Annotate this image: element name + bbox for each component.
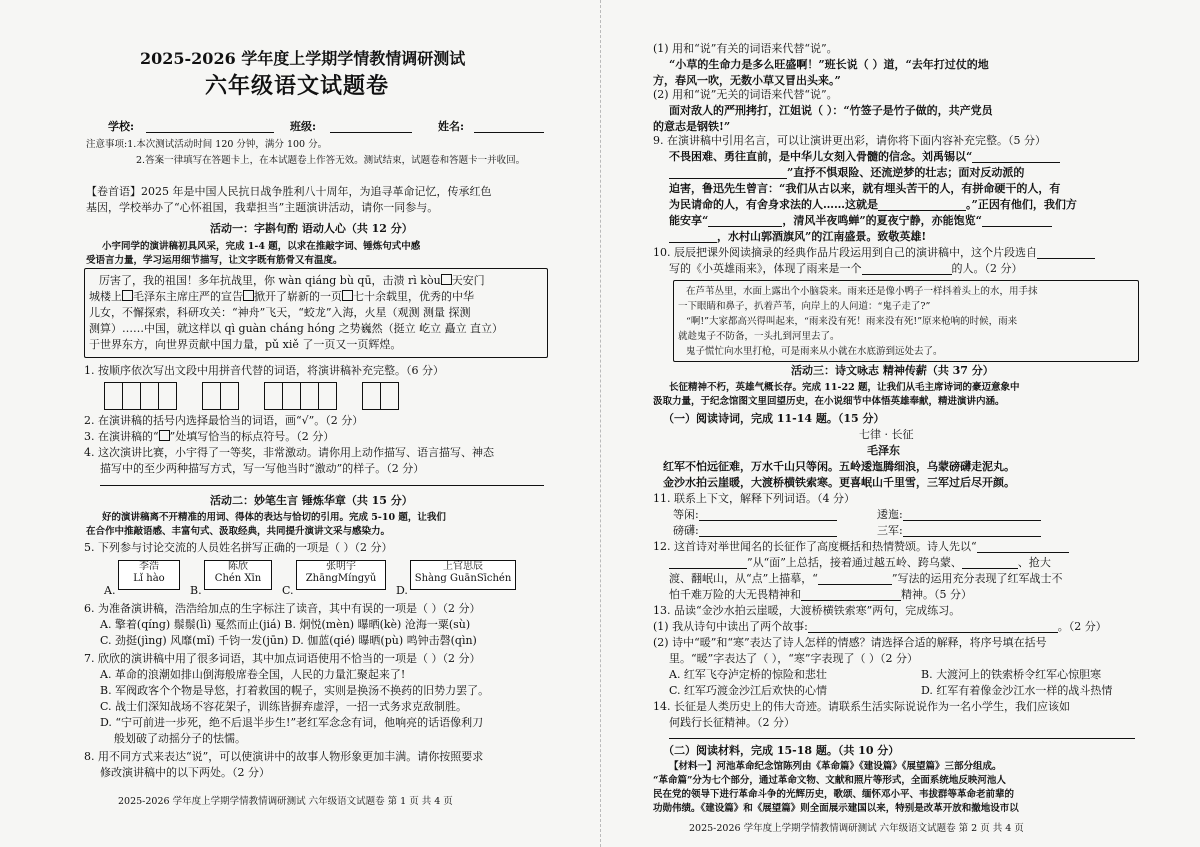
- excerpt-box: [673, 280, 1139, 362]
- note-1: 注意事项:1.本次测试活动时间 120 分钟，满分 100 分。: [86, 139, 328, 150]
- answer-box[interactable]: [104, 382, 123, 410]
- answer-line[interactable]: [669, 738, 1135, 739]
- q8-1-text-2: 方，春风一吹，无数小草又冒出头来。”: [653, 74, 841, 87]
- activity-2-heading: 活动二：妙笔生言 锤炼华章（共 15 分）: [210, 494, 413, 507]
- q9-text-g: ，清风半夜鸣蝉”的夏夜宁静，亦能饱览“: [782, 214, 982, 227]
- exam-page-2: [600, 0, 1200, 847]
- answer-box[interactable]: [122, 382, 141, 410]
- speech-passage: [84, 268, 548, 358]
- passage-line-4: 测算）……中国，就这样以 qì guàn cháng hóng 之势巍然（挺立 屹立 矗立 直立）: [89, 322, 504, 335]
- q12-text-e: ”写法的运用充分表现了红军战士不: [891, 572, 1063, 585]
- intro-line-2: 基因，学校举办了“心怀祖国，我辈担当”主题演讲活动，请你一同参与。: [86, 201, 439, 214]
- exam-title: 2025-2026 学年度上学期学情教情调研测试: [140, 49, 466, 68]
- name-card-c[interactable]: [296, 560, 386, 590]
- name-card-d[interactable]: [410, 560, 516, 590]
- question-6-options-ab: A. 擎着(qíng) 鬃鬃(lì) 戛然而止(jiá) B. 炯悦(mèn) 曝晒(kè) 沧海一粟(sù): [100, 618, 471, 631]
- excerpt-line-5: 鬼子慌忙向水里打枪，可是雨来从小就在水底游到远处去了。: [686, 346, 943, 357]
- passage-line-2: 城楼上: [89, 290, 122, 303]
- answer-box[interactable]: [140, 382, 159, 410]
- word-3-answer[interactable]: [699, 524, 837, 537]
- name-card-a[interactable]: [118, 560, 180, 590]
- card-pinyin: Lǐ hào: [133, 573, 165, 584]
- q9-blank-3[interactable]: [878, 198, 966, 211]
- activity-3-instr-2: 汲取力量，于纪念馆图文里回望历史，在小说细节中体悟英雄奉献，精进演讲内涵。: [653, 396, 1005, 407]
- name-card-b[interactable]: [204, 560, 272, 590]
- answer-box[interactable]: [220, 382, 239, 410]
- q13-1-text: (1) 我从诗句中读出了两个故事:: [653, 620, 808, 633]
- answer-box[interactable]: [158, 382, 177, 410]
- activity-2-instr-1: 好的演讲稿离不开精准的用词、得体的表达与恰切的引用。完成 5-10 题，让我们: [102, 512, 446, 523]
- option-a-label: A.: [104, 584, 116, 597]
- q12-blank-4[interactable]: [818, 572, 892, 585]
- activity-2-instr-2: 在合作中推敲语感、丰富句式、汲取经典，共同提升演讲文采与感染力。: [86, 526, 391, 537]
- passage-line-2b: 毛泽东主席庄严的宣告: [133, 290, 243, 303]
- answer-box[interactable]: [282, 382, 301, 410]
- question-7-option-c: C. 战士们深知战场不容花架子，训练皆摒弃虚浮，一招一式务求克敌制胜。: [100, 700, 468, 713]
- material-1-line-1: 【材料一】河池革命纪念馆陈列由《革命篇》《建设篇》《展望篇》三部分组成。: [669, 761, 1002, 772]
- q13-1-text-b: 。（2 分）: [1057, 620, 1107, 633]
- q9-text-h: ，水村山郭酒旗风”的江南盛景。致敬英雄!: [717, 230, 927, 243]
- material-1-line-4: 功勋伟绩。《建设篇》和《展望篇》则全面展示建国以来，特别是改革开放和撤地设市以: [653, 803, 1019, 814]
- question-8-line-2: 修改演讲稿中的以下两处。（2 分）: [100, 766, 270, 779]
- q13-2-line-1: (2) 诗中“暖”和“寒”表达了诗人怎样的情感？请选择合适的解释，将序号填在括号: [653, 636, 1047, 649]
- exam-subtitle: 六年级语文试题卷: [205, 73, 390, 99]
- answer-box[interactable]: [362, 382, 381, 410]
- answer-box[interactable]: [318, 382, 337, 410]
- q12-blank-5[interactable]: [801, 588, 901, 601]
- q9-blank-5[interactable]: [982, 214, 1052, 227]
- q9-text-c: 迫害，鲁迅先生曾言：“我们从古以来，就有埋头苦干的人，有拼命硬干的人，有: [669, 182, 1061, 195]
- question-7-option-d: D. “宁可前进一步死，绝不后退半步生!”老红军念念有词，他响亮的话语像利刀: [100, 716, 484, 729]
- passage-line-1: 厉害了，我的祖国！多年抗战里，你 wàn qiáng bù qū，击溃 rì kòu: [99, 274, 441, 287]
- question-3-text: 3. 在演讲稿的“: [84, 430, 159, 443]
- question-6: 6. 为准备演讲稿，浩浩给加点的生字标注了读音，其中有误的一项是（ ）（2 分）: [84, 602, 481, 615]
- q12-text-f: 怕千难万险的大无畏精神和: [669, 588, 801, 601]
- poem-title: 七律 · 长征: [859, 428, 914, 441]
- blank-square[interactable]: [122, 290, 133, 301]
- q12-blank-2[interactable]: [669, 556, 747, 569]
- q12-blank-1[interactable]: [977, 540, 1069, 553]
- class-field[interactable]: [330, 120, 412, 133]
- school-field[interactable]: [146, 120, 274, 133]
- q8-2-text-1: 面对敌人的严刑拷打，江姐说（ ）：“竹签子是竹子做的，共产党员: [669, 104, 993, 117]
- card-name: 李浩: [139, 561, 159, 572]
- q12-text-a: 12. 这首诗对举世闻名的长征作了高度概括和热情赞颂。诗人先以“: [653, 540, 977, 553]
- question-11: 11. 联系上下文，解释下列词语。（4 分）: [653, 492, 855, 505]
- word-2-answer[interactable]: [903, 508, 1041, 521]
- passage-line-3: 儿女，不懈探索，科研攻关：“神舟”飞天，“蛟龙”入海，火星（观测 测量 探测: [89, 306, 471, 319]
- word-1-label: 等闲:: [673, 508, 699, 521]
- q13-1-blank[interactable]: [808, 620, 1058, 633]
- q9-text-f: 能安享“: [669, 214, 709, 227]
- blank-square[interactable]: [243, 290, 254, 301]
- q13-option-c: C. 红军巧渡金沙江后欢快的心情: [669, 684, 828, 697]
- card-name: 上官思辰: [443, 561, 483, 572]
- card-pinyin: Shàng GuānSīchén: [414, 573, 512, 584]
- answer-box[interactable]: [202, 382, 221, 410]
- blank-square[interactable]: [342, 290, 353, 301]
- activity-3-instr-1: 长征精神不朽，英雄气概长存。完成 11-22 题，让我们从毛主席诗词的豪迈意象中: [669, 382, 1020, 393]
- activity-1-instr-1: 小宇同学的演讲稿初具风采，完成 1-4 题，以求在推敲字词、锤炼句式中感: [102, 241, 421, 252]
- answer-box[interactable]: [380, 382, 399, 410]
- word-4-label: 三军:: [877, 524, 903, 537]
- question-5: 5. 下列参与讨论交流的人员姓名拼写正确的一项是（ ）（2 分）: [84, 541, 393, 554]
- intro-line-1: 【卷首语】2025 年是中国人民抗日战争胜利八十周年，为追寻革命记忆，传承红色: [86, 185, 492, 198]
- q8-2-text-2: 的意志是钢铁!”: [653, 120, 731, 133]
- question-13: 13. 品读“金沙水拍云崖暖，大渡桥横铁索寒”两句，完成练习。: [653, 604, 961, 617]
- page-2-footer: 2025-2026 学年度上学期学情教情调研测试 六年级语文试题卷 第 2 页 共 4 页: [689, 823, 1024, 834]
- word-3-label: 磅礴:: [673, 524, 699, 537]
- class-label: 班级:: [290, 120, 317, 133]
- activity-1-instr-2: 受语言力量，学习运用细节描写，让文字既有筋骨又有温度。: [86, 255, 343, 266]
- q9-text-e: 。”正因有他们，我们方: [966, 198, 1077, 211]
- name-label: 姓名:: [438, 120, 465, 133]
- excerpt-line-4: 就趁鬼子不防备，一头扎到河里去了。: [678, 331, 840, 342]
- word-4-answer[interactable]: [903, 524, 1041, 537]
- q10-blank-2[interactable]: [862, 262, 952, 275]
- option-d-label: D.: [396, 584, 408, 597]
- q8-1-heading: (1) 用和“说”有关的词语来代替“说”。: [653, 42, 838, 55]
- word-1-answer[interactable]: [699, 508, 837, 521]
- q14-line-2: 何践行长征精神。（2 分）: [669, 716, 795, 729]
- card-name: 陈欣: [228, 561, 248, 572]
- question-3: [84, 430, 334, 443]
- option-b-label: B.: [190, 584, 202, 597]
- answer-box[interactable]: [264, 382, 283, 410]
- word-2-label: 逶迤:: [877, 508, 903, 521]
- q10-text-c: 的人。（2 分）: [951, 262, 1023, 275]
- poem-author: 毛泽东: [867, 444, 900, 457]
- poem-line-2: 金沙水拍云崖暖，大渡桥横铁索寒。更喜岷山千里雪，三军过后尽开颜。: [663, 476, 1015, 489]
- note-2: 2.答案一律填写在答题卡上，在本试题卷上作答无效。测试结束，试题卷和答题卡一并收回。: [136, 155, 526, 166]
- q9-blank-1[interactable]: [972, 150, 1060, 163]
- question-4-line-2: 描写中的至少两种描写方式，写一写他当时“激动”的样子。（2 分）: [100, 462, 425, 475]
- excerpt-line-1: 在芦苇丛里，水面上露出个小脑袋来。雨来还是像小鸭子一样抖着头上的水，用手抹: [686, 286, 1038, 297]
- q12-text-d: 渡、翻岷山，从“点”上描摹，“: [669, 572, 818, 585]
- page-1-footer: 2025-2026 学年度上学期学情教情调研测试 六年级语文试题卷 第 1 页 共 4 页: [118, 796, 453, 807]
- question-7-option-b: B. 军阀政客个个物是导悠，打着救国的幌子，实则是换汤不换药的旧势力罢了。: [100, 684, 490, 697]
- excerpt-line-2: 一下眼睛和鼻子，扒着芦苇，向岸上的人问道：“鬼子走了?”: [678, 301, 931, 312]
- q8-1-text-1: “小草的生命力是多么旺盛啊！”班长说（ ）道，“去年打过仗的地: [669, 58, 989, 71]
- card-name: 张明宇: [326, 561, 356, 572]
- excerpt-line-3: “啊!”大家都高兴得叫起来，“雨来没有死！雨来没有死!”原来枪响的时候，雨来: [686, 316, 1018, 327]
- material-1-line-2: “革命篇”分为七个部分，通过革命文物、文献和照片等形式，全面系统地反映河池人: [653, 775, 1006, 786]
- passage-line-5: 于世界东方，向世界贡献中国力量，pǔ xiě 了一页又一页辉煌。: [89, 338, 402, 351]
- section-1-heading: （一）阅读诗词，完成 11-14 题。（15 分）: [663, 412, 885, 425]
- q9-blank-4[interactable]: [708, 214, 782, 227]
- q10-blank-1[interactable]: [1037, 246, 1095, 259]
- q12-text-c: 、抢大: [1017, 556, 1051, 569]
- q9-text-d: 为民请命的人，有舍身求法的人……这就是: [669, 198, 878, 211]
- passage-line-2c: 掀开了崭新的一页: [254, 290, 342, 303]
- card-pinyin: ZhāngMíngyǔ: [305, 573, 377, 584]
- q9-blank-6[interactable]: [669, 230, 717, 243]
- name-field[interactable]: [474, 120, 544, 133]
- q9-text-a: 不畏困难、勇往直前，是中华儿女刻入骨髓的信念。刘禹锡以“: [669, 150, 973, 163]
- question-7-option-a: A. 革命的浪潮如排山倒海般席卷全国，人民的力量汇聚起来了!: [100, 668, 406, 681]
- q13-2-line-2: 里。“暖”字表达了（ ），“寒”字表现了（ ）（2 分）: [669, 652, 918, 665]
- school-label: 学校:: [108, 120, 135, 133]
- option-c-label: C.: [282, 584, 294, 597]
- q9-blank-2[interactable]: [669, 166, 787, 179]
- question-6-options-cd: C. 劲挺(jìng) 风靡(mǐ) 千钧一发(jūn) D. 伽蓝(qié) 曝晒(pù) 鸣钟击磬(qìn): [100, 634, 477, 647]
- question-2: 2. 在演讲稿的括号内选择最恰当的词语，画“√”。（2 分）: [84, 414, 364, 427]
- card-pinyin: Chén Xīn: [214, 573, 262, 584]
- question-4-line-1: 4. 这次演讲比赛，小宇得了一等奖，非常激动。请你用上动作描写、语言描写、神态: [84, 446, 494, 459]
- question-1: 1. 按顺序依次写出文段中用拼音代替的词语，将演讲稿补充完整。（6 分）: [84, 364, 444, 377]
- q12-blank-3[interactable]: [962, 556, 1018, 569]
- question-3-text-b: ”处填写恰当的标点符号。（2 分）: [169, 430, 335, 443]
- answer-box[interactable]: [300, 382, 319, 410]
- q10-text-b: 写的《小英雄雨来》，体现了雨来是一个: [669, 262, 862, 275]
- blank-square: [159, 430, 170, 441]
- q9-text-b: ”直抒不惧艰险、还流逆梦的壮志；面对反动派的: [787, 166, 1025, 179]
- passage-line-1b: 天安门: [451, 274, 485, 287]
- section-2-heading: （二）阅读材料，完成 15-18 题。（共 10 分）: [663, 744, 900, 757]
- answer-line[interactable]: [100, 485, 544, 486]
- q14-line-1: 14. 长征是人类历史上的伟大奇迹。请联系生活实际说说作为一名小学生，我们应该如: [653, 700, 1070, 713]
- q8-2-heading: (2) 用和“说”无关的词语来代替“说”。: [653, 88, 838, 101]
- q10-text-a: 10. 辰辰把课外阅读摘录的经典作品片段运用到自己的演讲稿中，这个片段选自: [653, 246, 1037, 259]
- question-9: 9. 在演讲稿中引用名言，可以让演讲更出彩，请你将下面内容补充完整。（5 分）: [653, 134, 1046, 147]
- question-7: 7. 欣欣的演讲稿中用了很多词语，其中加点词语使用不恰当的一项是（ ）（2 分）: [84, 652, 481, 665]
- question-7-option-d-cont: 般划破了动摇分子的怯懦。: [114, 732, 246, 745]
- q13-option-d: D. 红军有着像金沙江水一样的战斗热情: [921, 684, 1113, 697]
- q13-option-b: B. 大渡河上的铁索桥令红军心惊胆寒: [921, 668, 1102, 681]
- q12-text-g: 精神。（5 分）: [901, 588, 972, 601]
- question-8-line-1: 8. 用不同方式来表达“说”，可以使演讲中的故事人物形象更加丰满。请你按照要求: [84, 750, 484, 763]
- passage-line-2d: 七十余载里，优秀的中华: [353, 290, 474, 303]
- poem-line-1: 红军不怕远征难，万水千山只等闲。五岭逶迤腾细浪，乌蒙磅礴走泥丸。: [663, 460, 1015, 473]
- activity-3-heading: 活动三：诗文咏志 精神传薪（共 37 分）: [791, 364, 994, 377]
- blank-square[interactable]: [441, 274, 452, 285]
- q13-option-a: A. 红军飞夺泸定桥的惊险和悲壮: [669, 668, 827, 681]
- material-1-line-3: 民在党的领导下进行革命斗争的光辉历史，歌颂、缅怀邓小平、韦拔群等革命老前辈的: [653, 789, 1015, 800]
- activity-1-heading: 活动一：字斟句酌 语动人心（共 12 分）: [210, 222, 413, 235]
- q12-text-b: ”从“面”上总括，接着通过越五岭、跨乌蒙、: [747, 556, 962, 569]
